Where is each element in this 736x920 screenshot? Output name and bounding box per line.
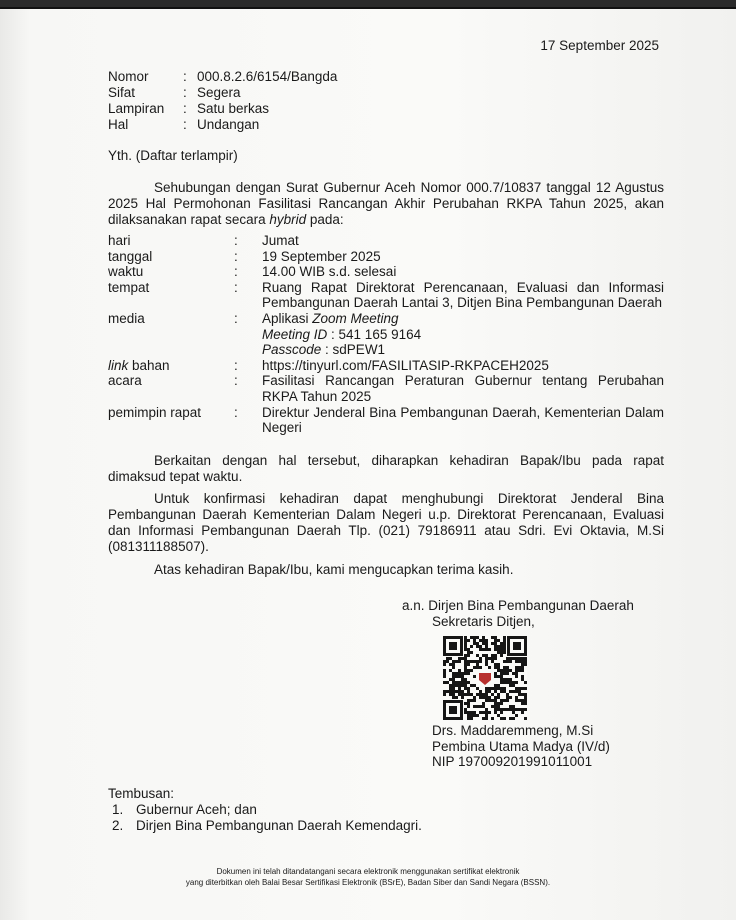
- detail-row-acara: [108, 373, 664, 404]
- detail-label: media: [108, 310, 145, 326]
- item-number: 1.: [112, 802, 124, 817]
- meta-separator: :: [183, 101, 187, 116]
- paragraph-attendance: Berkaitan dengan hal tersebut, diharapkan kehadiran Bapak/Ibu pada rapat dimaksud tepat waktu.: [108, 453, 664, 484]
- meta-separator: :: [183, 85, 187, 100]
- footer-line: Dokumen ini telah ditandatangani secara elektronik menggunakan sertifikat elektronik: [216, 867, 520, 876]
- meta-row-lampiran: [108, 101, 337, 117]
- detail-separator: :: [234, 233, 238, 248]
- meta-row-nomor: [108, 69, 337, 85]
- sign-position: Sekretaris Ditjen,: [432, 614, 535, 629]
- meta-value: 000.8.2.6/6154/Bangda: [197, 69, 338, 84]
- intro-text-end: pada:: [306, 212, 344, 227]
- item-text: Dirjen Bina Pembangunan Daerah Kemendagri.: [136, 818, 422, 833]
- meeting-id-label: Meeting ID: [262, 326, 328, 342]
- detail-label: waktu: [108, 264, 144, 280]
- list-item: [108, 802, 422, 818]
- meta-separator: :: [183, 117, 187, 132]
- detail-value: 14.00 WIB s.d. selesai: [262, 264, 397, 280]
- paragraph-confirmation: Untuk konfirmasi kehadiran dapat menghubungi Direktorat Jenderal Bina Pembangunan Daerah Kementerian Dalam Negeri u.p. Direktorat Perencanaan, Evaluasi dan Informasi Pembangunan Daerah Tlp. (021) 79186911 atau Sdri. Evi Oktavia, M.Si (081311188507).: [108, 491, 664, 554]
- meeting-details: [108, 233, 664, 436]
- meeting-id-value: : 541 165 9164: [327, 326, 422, 342]
- detail-separator: :: [234, 279, 238, 295]
- signature-block: [402, 598, 634, 630]
- link-label-italic: link: [108, 357, 129, 373]
- meta-label: Hal: [108, 117, 129, 132]
- meta-value: Satu berkas: [197, 101, 270, 116]
- passcode-value: : sdPEW1: [321, 342, 386, 358]
- detail-row-link: [108, 358, 664, 374]
- detail-separator: :: [234, 404, 238, 420]
- detail-label: tempat: [108, 279, 150, 295]
- meta-separator: :: [183, 69, 187, 84]
- meta-row-hal: [108, 117, 337, 133]
- detail-row-pemimpin: [108, 405, 664, 436]
- meta-label: Nomor: [108, 69, 149, 84]
- detail-row-tempat: [108, 280, 664, 311]
- item-number: 2.: [112, 818, 124, 833]
- meta-value: Undangan: [197, 117, 260, 132]
- detail-value: Jumat: [262, 233, 299, 248]
- qr-code-signature: [443, 636, 527, 720]
- letter-meta: [108, 69, 337, 133]
- detail-separator: :: [234, 373, 238, 389]
- detail-label: [108, 358, 234, 374]
- detail-row-tanggal: [108, 249, 664, 265]
- detail-separator: :: [234, 248, 238, 264]
- detail-label: hari: [108, 233, 131, 248]
- detail-value: Ruang Rapat Direktorat Perencanaan, Evaluasi dan Informasi Pembangunan Daerah Lantai 3, Ditjen Bina Pembangunan Daerah: [262, 279, 664, 311]
- media-prefix: Aplikasi: [262, 310, 313, 326]
- detail-value: [262, 311, 664, 358]
- passcode-label: Passcode: [262, 342, 322, 358]
- signer-name: Drs. Maddaremmeng, M.Si: [432, 723, 594, 738]
- meta-label: Lampiran: [108, 101, 165, 116]
- list-item: [108, 818, 422, 834]
- meta-label: Sifat: [108, 85, 136, 100]
- link-label-rest: bahan: [128, 357, 170, 373]
- detail-value: Direktur Jenderal Bina Pembangunan Daerah, Kementerian Dalam Negeri: [262, 404, 664, 436]
- letterhead-border: [0, 0, 736, 9]
- media-app: Zoom Meeting: [312, 310, 399, 326]
- detail-value: Fasilitasi Rancangan Peraturan Gubernur tentang Perubahan RKPA Tahun 2025: [262, 373, 664, 404]
- intro-text: Sehubungan dengan Surat Gubernur Aceh Nomor 000.7/10837 tanggal 12 Agustus 2025 Hal Permohonan Fasilitasi Rancangan Akhir Perubahan RKPA Tahun 2025, akan dilaksanakan rapat secara: [108, 180, 664, 227]
- letter-date: 17 September 2025: [540, 38, 659, 53]
- paragraph-thanks: Atas kehadiran Bapak/Ibu, kami mengucapkan terima kasih.: [154, 562, 514, 577]
- detail-label: tanggal: [108, 248, 153, 264]
- detail-label: acara: [108, 373, 142, 389]
- meta-row-sifat: [108, 85, 337, 101]
- signer-info: [432, 723, 610, 770]
- recipient: Yth. (Daftar terlampir): [108, 148, 238, 163]
- detail-separator: :: [234, 357, 238, 373]
- detail-value: 19 September 2025: [262, 248, 381, 264]
- intro-paragraph: [108, 180, 664, 228]
- intro-italic: hybrid: [269, 212, 307, 227]
- copies-title: Tembusan:: [108, 786, 175, 801]
- detail-separator: :: [234, 264, 238, 280]
- detail-row-hari: [108, 233, 664, 249]
- detail-row-media: [108, 311, 664, 358]
- e-signature-footer: [100, 866, 636, 888]
- detail-row-waktu: [108, 264, 664, 280]
- signer-nip: NIP 197009201991011001: [432, 754, 593, 769]
- signer-rank: Pembina Utama Madya (IV/d): [432, 738, 610, 754]
- footer-line: yang diterbitkan oleh Balai Besar Sertifikasi Elektronik (BSrE), Badan Siber dan Sandi Negara (BSSN).: [185, 878, 551, 887]
- copies-list: [108, 786, 422, 834]
- detail-separator: :: [234, 310, 238, 326]
- materials-link[interactable]: https://tinyurl.com/FASILITASIP-RKPACEH2025: [262, 357, 549, 373]
- meta-value: Segera: [197, 85, 241, 100]
- detail-label: pemimpin rapat: [108, 404, 202, 420]
- item-text: Gubernur Aceh; dan: [136, 802, 257, 817]
- sign-on-behalf: a.n. Dirjen Bina Pembangunan Daerah: [402, 598, 634, 613]
